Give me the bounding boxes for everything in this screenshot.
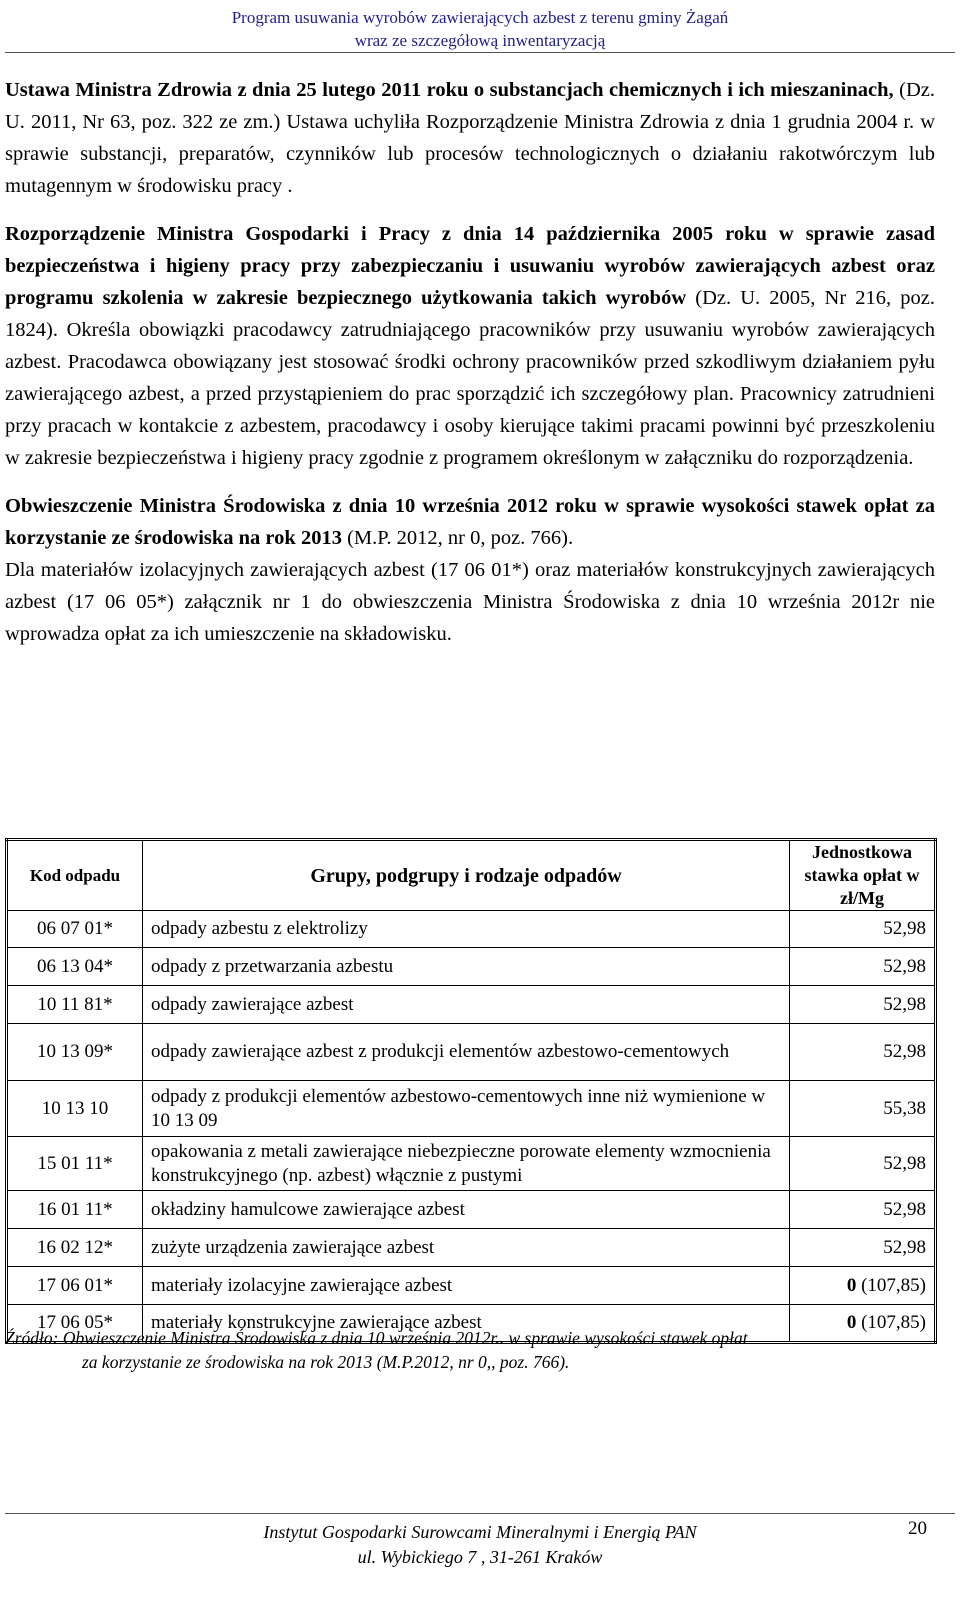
cell-rate-value: 52,98 (883, 1236, 926, 1258)
cell-name: materiały izolacyjne zawierające azbest (143, 1267, 790, 1305)
table-row (7, 948, 936, 986)
table-row (7, 1191, 936, 1229)
paragraph-ustawa-title: Ustawa Ministra Zdrowia z dnia 25 lutego 2011 roku o substancjach chemicznych i ich mieszaninach, (5, 79, 894, 101)
cell-rate (790, 1024, 936, 1081)
cell-code: 06 13 04* (7, 948, 143, 986)
table-row (7, 1081, 936, 1137)
cell-code: 15 01 11* (7, 1137, 143, 1191)
paragraph-rozporzadzenie-title: Rozporządzenie Ministra Gospodarki i Pracy z dnia 14 października 2005 roku w sprawie zasad bezpieczeństwa i higieny pracy przy zabezpieczaniu i usuwaniu wyrobów zawierających azbest oraz programu szkolenia w zakresie bezpiecznego użytkowania takich wyrobów (5, 223, 935, 309)
table-row (7, 1137, 936, 1191)
cell-rate-value: (107,85) (856, 1312, 926, 1333)
paragraph-obwieszczenie (5, 490, 935, 554)
footer-divider (5, 1513, 955, 1514)
source-line-2: za korzystanie ze środowiska na rok 2013 (M.P.2012, nr 0,, poz. 766). (82, 1352, 570, 1372)
cell-name: opakowania z metali zawierające niebezpieczne porowate elementy wzmocnienia konstrukcyjnego (np. azbest) włącznie z pustymi (143, 1137, 790, 1191)
cell-rate (790, 1191, 936, 1229)
cell-code: 06 07 01* (7, 911, 143, 948)
waste-fee-table (5, 838, 937, 1344)
cell-code: 10 13 10 (7, 1081, 143, 1137)
cell-code: 10 11 81* (7, 986, 143, 1024)
cell-rate-value: 52,98 (883, 1198, 926, 1220)
header-line-1: Program usuwania wyrobów zawierających azbest z terenu gminy Żagań (231, 8, 729, 27)
cell-rate-value: 52,98 (883, 993, 926, 1015)
header-name: Grupy, podgrupy i rodzaje odpadów (143, 840, 790, 911)
cell-rate-bold: 0 (846, 1274, 857, 1296)
cell-code: 16 01 11* (7, 1191, 143, 1229)
footer-line-1: Instytut Gospodarki Surowcami Mineralnymi i Energią PAN (263, 1522, 697, 1542)
page-footer (0, 1520, 960, 1570)
cell-name: odpady zawierające azbest (143, 986, 790, 1024)
document-body (5, 74, 935, 650)
paragraph-materialy: Dla materiałów izolacyjnych zawierających azbest (17 06 01*) oraz materiałów konstrukcyjnych zawierających azbest (17 06 05*) załącznik nr 1 do obwieszczenia Ministra Środowiska z dnia 10 września 2012r nie wprowadza opłat za ich umieszczenie na składowisku. (5, 559, 935, 645)
header-rate: Jednostkowa stawka opłat w zł/Mg (790, 840, 936, 911)
cell-rate (790, 986, 936, 1024)
cell-name: odpady z przetwarzania azbestu (143, 948, 790, 986)
cell-code: 17 06 01* (7, 1267, 143, 1305)
cell-name: odpady zawierające azbest z produkcji elementów azbestowo-cementowych (143, 1024, 790, 1081)
cell-rate-value: 52,98 (883, 918, 926, 939)
table-source-note (5, 1326, 935, 1374)
cell-rate-bold: 0 (846, 1312, 857, 1333)
cell-rate-value: 52,98 (883, 955, 926, 977)
table-row (7, 986, 936, 1024)
header-line-2: wraz ze szczegółową inwentaryzacją (354, 31, 606, 50)
table-row (7, 1229, 936, 1267)
paragraph-ustawa-text: (Dz. U. 2011, Nr 63, poz. 322 ze zm.) Ustawa uchyliła Rozporządzenie Ministra Zdrowia z dnia 1 grudnia 2004 r. w sprawie substancji, preparatów, czynników lub procesów technologicznych o działaniu rakotwórczym lub mutagennym w środowisku pracy . (5, 79, 935, 197)
cell-rate (790, 1267, 936, 1305)
header-divider (5, 52, 955, 53)
paragraph-rozporzadzenie-text: (Dz. U. 2005, Nr 216, poz. 1824). Określa obowiązki pracodawcy zatrudniającego pracowników przy usuwaniu wyrobów zawierających azbest. Pracodawca obowiązany jest stosować środki ochrony pracowników przed szkodliwym działaniem pyłu zawierającego azbest, a przed przystąpieniem do prac sporządzić ich szczegółowy plan. Pracownicy zatrudnieni przy pracach w kontakcie z azbestem, pracodawcy i osoby kierujące takimi pracami powinni być przeszkoleniu w zakresie bezpieczeństwa i higieny pracy zgodnie z programem określonym w załączniku do rozporządzenia. (5, 287, 936, 469)
source-line-1: Źródło: Obwieszczenie Ministra Środowiska z dnia 10 września 2012r.. w sprawie wysokości stawek opłat (5, 1328, 748, 1348)
cell-name: odpady z produkcji elementów azbestowo-cementowych inne niż wymienione w 10 13 09 (143, 1081, 790, 1137)
cell-rate-value: 55,38 (883, 1097, 926, 1119)
cell-code: 17 06 05* (7, 1305, 143, 1343)
paragraph-rozporzadzenie (5, 218, 935, 474)
footer-line-2: ul. Wybickiego 7 , 31-261 Kraków (357, 1547, 603, 1567)
paragraph-ustawa (5, 74, 935, 202)
cell-rate (790, 1137, 936, 1191)
table-row (7, 911, 936, 948)
cell-rate-value: (107,85) (856, 1274, 926, 1296)
cell-rate (790, 911, 936, 948)
table-row (7, 1024, 936, 1081)
page-number: 20 (908, 1518, 927, 1539)
cell-code: 16 02 12* (7, 1229, 143, 1267)
paragraph-obwieszczenie-title: Obwieszczenie Ministra Środowiska z dnia 10 września 2012 roku w sprawie wysokości stawek opłat za korzystanie ze środowiska na rok 2013 (5, 495, 935, 549)
cell-code: 10 13 09* (7, 1024, 143, 1081)
page-header (0, 0, 960, 52)
cell-rate (790, 1229, 936, 1267)
header-code: Kod odpadu (7, 840, 143, 911)
cell-rate-value: 52,98 (883, 1041, 926, 1062)
cell-rate-value: 52,98 (883, 1152, 926, 1174)
cell-name: materiały konstrukcyjne zawierające azbest (143, 1305, 790, 1343)
table-header-row (7, 840, 936, 911)
cell-name: zużyte urządzenia zawierające azbest (143, 1229, 790, 1267)
cell-name: okładziny hamulcowe zawierające azbest (143, 1191, 790, 1229)
table-row (7, 1267, 936, 1305)
paragraph-obwieszczenie-ref: (M.P. 2012, nr 0, poz. 766). (341, 527, 574, 549)
cell-rate (790, 1081, 936, 1137)
cell-name: odpady azbestu z elektrolizy (143, 911, 790, 948)
cell-rate (790, 948, 936, 986)
